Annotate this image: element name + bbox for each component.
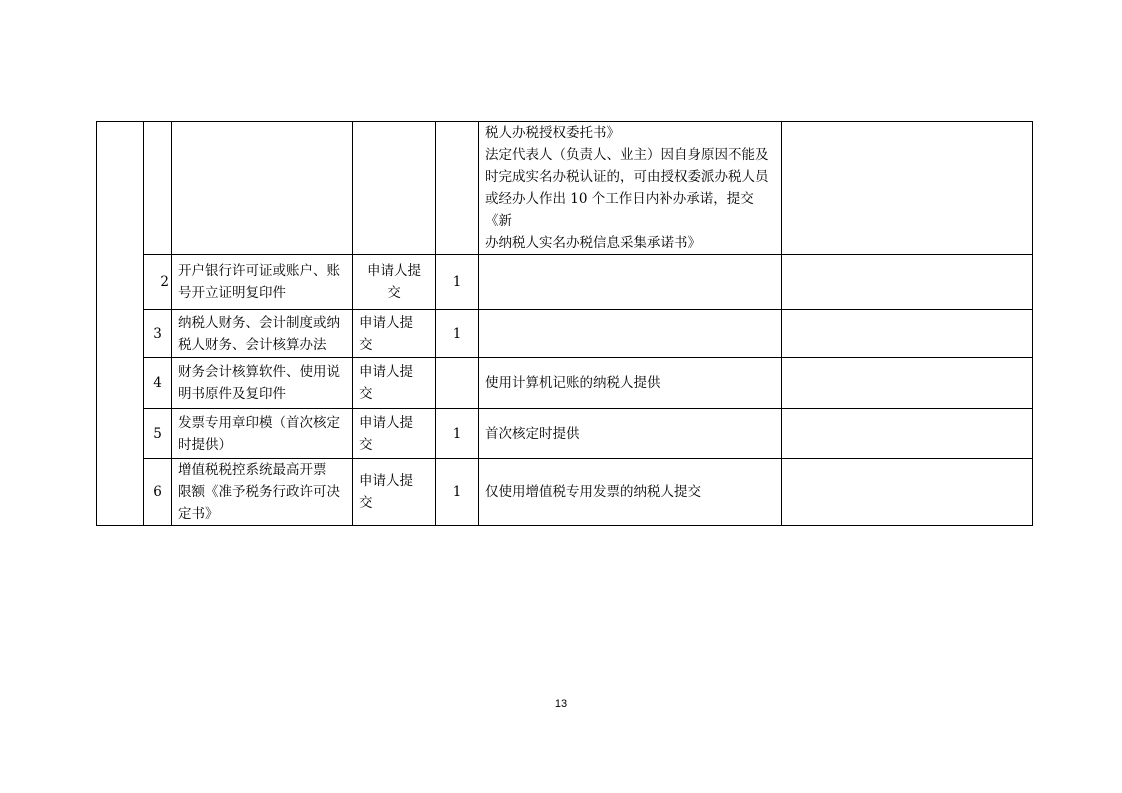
cell-method [353, 409, 436, 459]
method-line: 交 [359, 386, 373, 402]
table-row [97, 459, 1033, 526]
cell-note: 仅使用增值税专用发票的纳税人提交 [479, 459, 782, 526]
cell-method [353, 122, 436, 255]
name-line: 明书原件及复印件 [178, 386, 286, 402]
name-line: 财务会计核算软件、使用说 [178, 364, 340, 380]
cell-name [172, 358, 353, 409]
cell-method [353, 310, 436, 358]
method-line: 交 [359, 436, 373, 453]
method-line: 交 [359, 336, 373, 353]
table-row [97, 310, 1033, 358]
cell-qty [436, 122, 479, 255]
cell-note: 首次核定时提供 [479, 409, 782, 459]
note-line: 办纳税人实名办税信息采集承诺书》 [485, 235, 701, 251]
cell-extra [782, 255, 1033, 310]
cell-no: 4 [144, 358, 172, 409]
name-line: 开户银行许可证或账户、账 [178, 263, 340, 279]
method-line: 申请人提 [359, 473, 413, 489]
cell-qty: 1 [436, 409, 479, 459]
cell-name [172, 255, 353, 310]
note-line: 税人办税授权委托书》 [485, 125, 620, 141]
cell-method [353, 255, 436, 310]
name-line: 发票专用章印模（首次核定 [178, 414, 340, 431]
cell-name [172, 459, 353, 526]
method-line: 申请人提 [359, 364, 413, 380]
method-line: 申请人提 [359, 314, 413, 331]
cell-note [479, 310, 782, 358]
cell-qty: 1 [436, 255, 479, 310]
cell-extra [782, 459, 1033, 526]
cell-extra [782, 122, 1033, 255]
cell-note [479, 122, 782, 255]
cell-name [172, 122, 353, 255]
method-line: 申请人提 [359, 414, 413, 431]
table-row [97, 409, 1033, 459]
table-row [97, 358, 1033, 409]
cell-extra [782, 310, 1033, 358]
name-line: 纳税人财务、会计制度或纳 [178, 314, 340, 331]
cell-method [353, 459, 436, 526]
cell-qty: 1 [436, 459, 479, 526]
merged-category-cell [97, 122, 144, 526]
name-line: 定书》 [178, 506, 219, 522]
name-line: 增值税税控系统最高开票 [178, 462, 327, 478]
cell-name [172, 409, 353, 459]
cell-name [172, 310, 353, 358]
cell-no: 6 [144, 459, 172, 526]
note-line: 或经办人作出 10 个工作日内补办承诺，提交《新 [485, 191, 754, 229]
name-line: 时提供） [178, 436, 232, 453]
cell-note: 使用计算机记账的纳税人提供 [479, 358, 782, 409]
table-row [97, 255, 1033, 310]
cell-qty: 1 [436, 310, 479, 358]
materials-table [96, 121, 1033, 526]
name-line: 限额《准予税务行政许可决 [178, 484, 340, 500]
table-row-continuation [97, 122, 1033, 255]
note-line: 法定代表人（负责人、业主）因自身原因不能及 [485, 147, 769, 163]
name-line: 号开立证明复印件 [178, 285, 286, 301]
cell-note [479, 255, 782, 310]
method-line: 交 [387, 285, 401, 301]
cell-no [144, 122, 172, 255]
method-line: 申请人提 [367, 263, 421, 279]
cell-extra [782, 409, 1033, 459]
cell-no: 5 [144, 409, 172, 459]
cell-method [353, 358, 436, 409]
cell-extra [782, 358, 1033, 409]
cell-qty [436, 358, 479, 409]
cell-no: 3 [144, 310, 172, 358]
method-line: 交 [359, 495, 373, 511]
name-line: 税人财务、会计核算办法 [178, 336, 327, 353]
page-number: 13 [554, 698, 568, 710]
note-line: 时完成实名办税认证的，可由授权委派办税人员 [485, 169, 769, 185]
cell-no: 2 [144, 255, 172, 310]
